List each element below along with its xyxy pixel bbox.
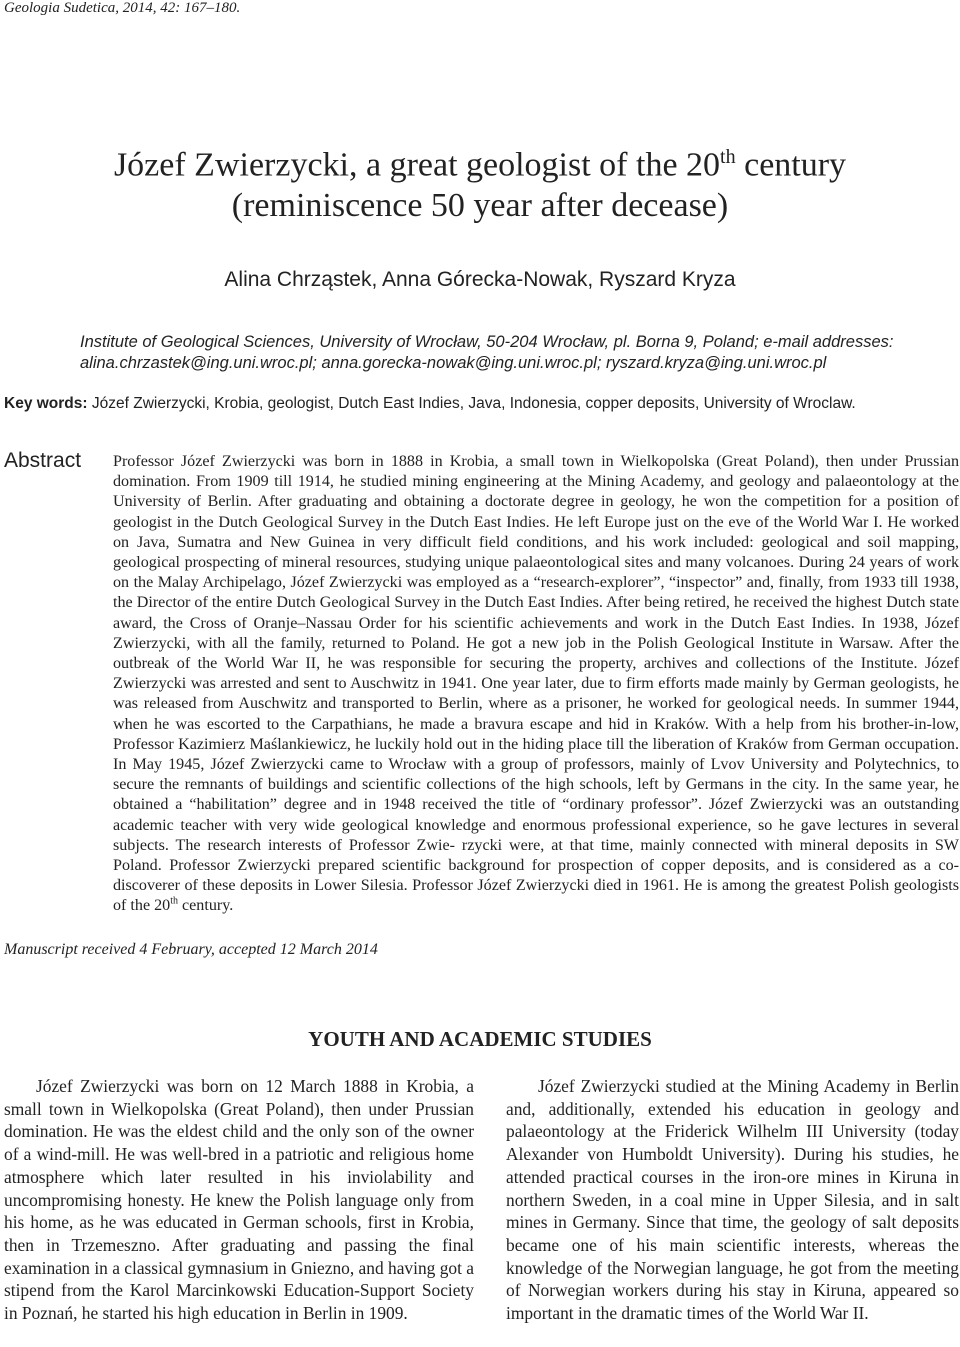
right-paragraph: Józef Zwierzycki studied at the Mining Academy in Berlin and, additionally, extended his education in geology and palaeontology at the Friderick Wilhelm III University (today Alexander von Humboldt University). During his studies, he attended practical courses in the iron-ore mines in Kiruna in northern Sweden, in a coal mine in Upper Silesia, and in salt mines in Germany. Since that time, the geology of salt deposits became one of his main scientific interests, whereas the knowledge of the Norwegian language, he got from the meeting of Norwegian workers during his stay in Kiruna, appeared so important in the dramatic times of the World War II. <box>506 1076 959 1324</box>
author-list: Alina Chrząstek, Anna Górecka-Nowak, Ryszard Kryza <box>224 268 736 291</box>
paper-title <box>0 137 960 226</box>
title-line-1: Józef Zwierzycki, a great geologist of the 20th century <box>113 146 847 184</box>
left-column <box>4 1075 474 1325</box>
left-paragraph: Józef Zwierzycki was born on 12 March 1888 in Krobia, a small town in Wielkopolska (Great Poland), then under Prussian domination. He was the eldest child and the only son of the owner of a wind-mill. He was well-bred in a patriotic and religious home atmosphere which later resulted in his inviolability and uncompromising honesty. He knew the Polish language only from his home, as he was educated in German schools, first in Krobia, then in Trzemeszno. After graduating and passing the final examination in a classical gymnasium in Gniezno, and having got a stipend from the Karol Marcinkowski Education-Support Society in Poznań, he started his high education in Berlin in 1909. <box>4 1076 474 1324</box>
affiliation-address: Institute of Geological Sciences, University of Wrocław, 50-204 Wrocław, pl. Borna 9, Poland; e-mail addresses: <box>80 333 894 351</box>
manuscript-dates: Manuscript received 4 February, accepted 12 March 2014 <box>4 941 378 958</box>
abstract-text: Professor Józef Zwierzycki was born in 1888 in Krobia, a small town in Wielkopolska (Great Poland), then under Prussian domination. From 1909 till 1914, he studied mining engineering at the Mining Academy, and geology and palaeontology at the University of Berlin. After graduating and obtaining a doctorate degree in geology, he won the competition for a position of geologist in the Dutch Geological Survey in the Dutch East Indies. He left Europe just on the eve of the World War I. He worked on Java, Sumatra and New Guinea in very difficult field conditions, and his work included: geological and soil mapping, geological prospecting of mineral resources, studying unique palaeontological sites and many volcanoes. During 24 years of work on the Malay Archipelago, Józef Zwierzycki was employed as a “research-explorer”, “inspector” and, finally, from 1933 till 1938, the Director of the entire Dutch Geological Survey in the Dutch East Indies. After being retired, he received the highest Dutch state award, the Cross of Oranje–Nassau Order for his scientific achievements and work in the Dutch East Indies. In 1938, Józef Zwierzycki, with all the family, returned to Poland. He got a new job in the Polish Geological Institute in Warsaw. After the outbreak of the World War II, he was responsible for securing the property, archives and collections of the Institute. Józef Zwierzycki was arrested and sent to Auschwitz in 1941. One year later, due to firm efforts made mainly by German geologists, he was released from Auschwitz and transported to Berlin, where as a prisoner, he worked for geological needs. In summer 1944, when he was escorted to the Carpathians, he made a bravura escape and hid in Kraków. With a help from his brother-in-low, Professor Kazimierz Maślankiewicz, he luckily hold out in the hiding place till the liberation of Kraków from German occupation. In May 1945, Józef Zwierzycki came to Wrocław with a group of professors, mainly of Lvov University and Polytechnics, to secure the remnants of buildings and scientific collections of the high schools, left by Germans in the city. In the same year, he obtained a “habilitation” degree and in 1948 received the title of “ordinary professor”. Józef Zwierzycki was an outstanding academic teacher with very wide geological knowledge and enormous professional experience, so he gave lectures in several subjects. The research interests of Professor Zwie- rzycki were, at that time, mainly connected with mineral deposits in SW Poland. Professor Zwierzycki prepared scientific background for prospection of copper deposits, and is considered as a co-discoverer of these deposits in Lower Silesia. Professor Józef Zwierzycki died in 1961. He is among the greatest Polish geologists of the 20th century. <box>113 453 959 915</box>
abstract-label: Abstract <box>4 449 82 472</box>
title-line-2: (reminiscence 50 year after decease) <box>231 187 729 225</box>
affiliation-emails: alina.chrzastek@ing.uni.wroc.pl; anna.gorecka-nowak@ing.uni.wroc.pl; ryszard.kryza@ing.uni.wroc.pl <box>80 354 827 372</box>
section-heading: YOUTH AND ACADEMIC STUDIES <box>308 1027 652 1051</box>
right-column <box>506 1075 959 1325</box>
affiliation <box>80 332 940 374</box>
keywords-text: Józef Zwierzycki, Krobia, geologist, Dutch East Indies, Java, Indonesia, copper deposits, University of Wroclaw. <box>87 395 856 412</box>
keywords <box>4 395 956 413</box>
keywords-label: Key words: <box>4 395 88 412</box>
journal-reference: Geologia Sudetica, 2014, 42: 167–180. <box>4 0 241 16</box>
